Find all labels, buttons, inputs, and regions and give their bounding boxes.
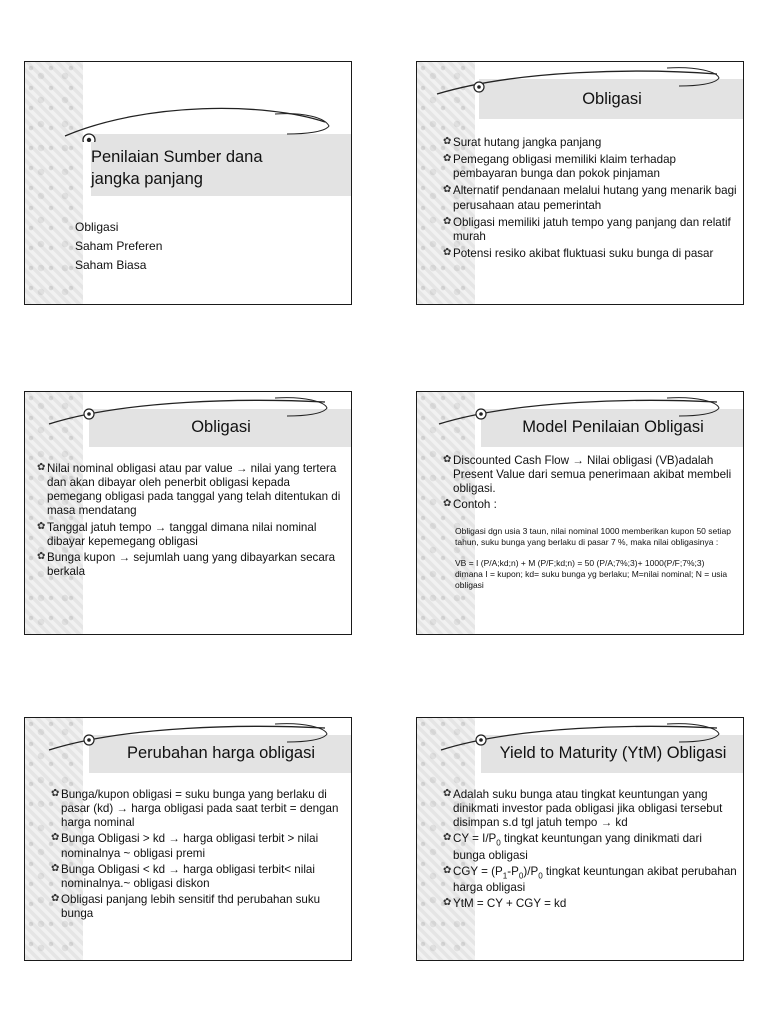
bullet-list (51, 788, 345, 921)
flower-bullet-icon: ✿ (443, 246, 452, 258)
flower-bullet-icon: ✿ (37, 550, 46, 562)
list-item: ✿ CY = $I/P_0$ tingkat keuntungan yang dinikmati dari bunga obligasi (443, 832, 702, 862)
flower-bullet-icon: ✿ (37, 462, 46, 473)
flower-bullet-icon: ✿ (443, 498, 452, 510)
list-item: ✿ Bunga Obligasi > kd → harga obligasi terbit > nilai nominalnya ~ obligasi premi (51, 832, 319, 860)
list-item: ✿ Surat hutang jangka panjang (443, 136, 602, 149)
flower-bullet-icon: ✿ (51, 892, 60, 904)
list-item: ✿ Bunga kupon → sejumlah uang yang dibayarkan secara berkala (37, 550, 336, 578)
slide-4 (416, 391, 744, 635)
bullet-list (37, 462, 347, 579)
flower-bullet-icon: ✿ (443, 215, 452, 227)
list-item: ✿ YtM = CY + CGY = kd (443, 897, 567, 911)
list-item: ✿ Tanggal jatuh tempo → tanggal dimana nilai nominal dibayar kepemegang obligasi (37, 520, 317, 548)
flower-bullet-icon: ✿ (443, 454, 452, 465)
slide-6 (416, 717, 744, 961)
list-item: ✿ Bunga/kupon obligasi = suku bunga yang berlaku di pasar (kd) → harga obligasi pada saat terbit = dengan harga nominal (51, 788, 339, 830)
example-block (455, 526, 735, 591)
list-item: Saham Biasa (75, 258, 147, 273)
slide-title: Obligasi (191, 418, 251, 436)
example-text: Obligasi dgn usia 3 taun, nilai nominal 1000 memberikan kupon 50 setiap tahun, suku bunga yang berlaku di pasar 7 %, maka nilai obligasinya : (455, 526, 731, 548)
slide-title: Perubahan harga obligasi (126, 744, 316, 762)
list-item: ✿ Obligasi memiliki jatuh tempo yang panjang dan relatif murah (443, 215, 731, 243)
list-item: ✿ Nilai nominal obligasi atau par value → nilai yang tertera dan akan dibayar oleh penerbit obligasi kepada pemegang obligasi pada tanggal yang telah ditentukan di masa mendatang (37, 462, 341, 518)
bullet-list (443, 136, 739, 261)
list-item: ✿ Alternatif pendanaan melalui hutang yang menarik bagi perusahaan atau pemerintah (443, 184, 737, 212)
flower-bullet-icon: ✿ (51, 788, 60, 799)
list-item: ✿ CGY = $(P_1-P_0)/P_0$ tingkat keuntungan akibat perubahan harga obligasi (443, 864, 737, 894)
list-item: ✿ Adalah suku bunga atau tingkat keuntungan yang dinikmati investor pada obligasi jika obligasi tersebut disimpan s.d tgl jatuh tempo → kd (443, 788, 723, 830)
flower-bullet-icon: ✿ (443, 136, 452, 147)
bullet-list (443, 454, 739, 513)
slide-2 (416, 61, 744, 305)
slide-title: Yield to Maturity (YtM) Obligasi (499, 744, 727, 762)
list-item: ✿ Contoh : (443, 498, 497, 512)
slide-title: Penilaian Sumber dana jangka panjang (91, 148, 263, 189)
flower-bullet-icon: ✿ (51, 862, 60, 874)
formula-note: dimana I = kupon; kd= suku bunga yg berlaku; M=nilai nominal; N = usia obligasi (455, 569, 728, 591)
slide-title: Model Penilaian Obligasi (522, 418, 704, 436)
slide-title: Obligasi (582, 90, 642, 108)
topic-list (75, 218, 162, 276)
list-item: ✿ Discounted Cash Flow → Nilai obligasi (VB)adalah Present Value dari semua penerimaan akibat membeli obligasi. (443, 454, 732, 496)
list-item: ✿ Obligasi panjang lebih sensitif thd perubahan suku bunga (51, 892, 321, 921)
slide-1 (24, 61, 352, 305)
slide-3 (24, 391, 352, 635)
list-item: ✿ Potensi resiko akibat fluktuasi suku bunga di pasar (443, 246, 714, 260)
list-item: ✿ Pemegang obligasi memiliki klaim terhadap pembayaran bunga dan pokok pinjaman (443, 153, 676, 181)
formula-text: VB = I (P/A;kd;n) + M (P/F;kd;n) = 50 (P/A;7%;3)+ 1000(P/F;7%;3) (455, 558, 705, 569)
flower-bullet-icon: ✿ (443, 184, 452, 196)
bullet-list (443, 788, 737, 911)
list-item: ✿ Bunga Obligasi < kd → harga obligasi terbit< nilai nominalnya.~ obligasi diskon (51, 862, 315, 890)
list-item: Saham Preferen (75, 239, 163, 254)
flower-bullet-icon: ✿ (37, 520, 46, 532)
slide-5 (24, 717, 352, 961)
flower-bullet-icon: ✿ (443, 153, 452, 165)
flower-bullet-icon: ✿ (443, 897, 452, 909)
flower-bullet-icon: ✿ (51, 832, 60, 844)
swoosh-decoration (25, 62, 352, 142)
list-item: Obligasi (75, 220, 119, 234)
flower-bullet-icon: ✿ (443, 864, 452, 876)
flower-bullet-icon: ✿ (443, 832, 452, 844)
flower-bullet-icon: ✿ (443, 788, 452, 799)
